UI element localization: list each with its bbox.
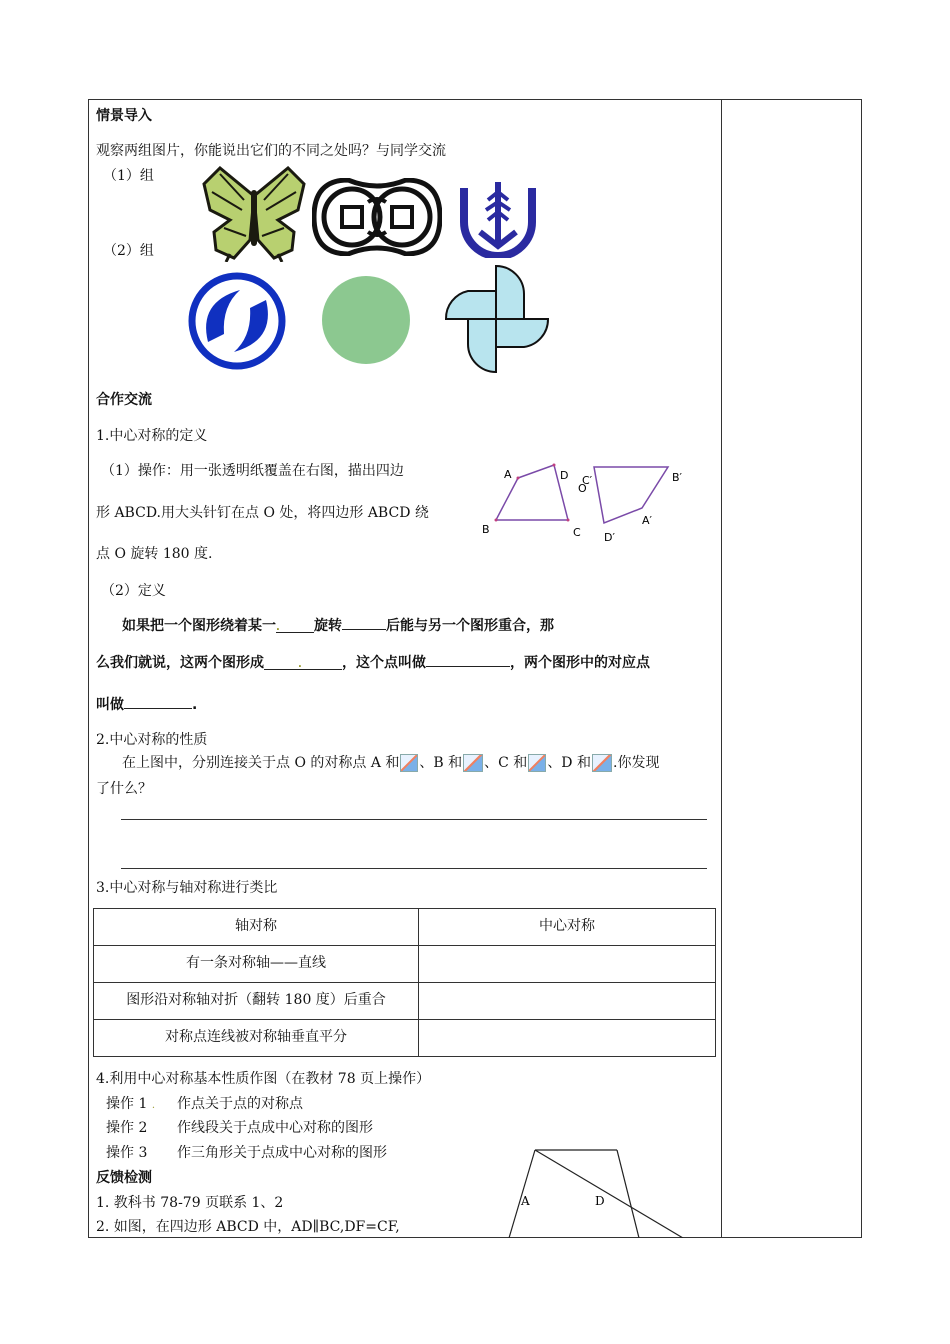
table-cell-answer[interactable] bbox=[419, 946, 716, 983]
label-D-prime: D′ bbox=[604, 531, 615, 544]
quadrilateral-figure bbox=[476, 458, 686, 548]
prop-text-c: 、C 和 bbox=[484, 755, 528, 771]
prop-text-a: 在上图中，分别连接关于点 O 的对称点 A 和 bbox=[122, 755, 400, 771]
intro-prompt: 观察两组图片，你能说出它们的不同之处吗？与同学交流 bbox=[96, 143, 446, 159]
table-header-cell: 中心对称 bbox=[419, 909, 716, 946]
table-cell: 图形沿对称轴对折（翻转 180 度）后重合 bbox=[94, 983, 419, 1020]
label-B: B bbox=[482, 523, 490, 536]
comparison-table bbox=[93, 908, 716, 1057]
operation1-label: 操作 1 . bbox=[106, 1096, 155, 1112]
section2-title: 2.中心对称的性质 bbox=[96, 732, 208, 748]
prop-text-e: .你发现 bbox=[613, 755, 660, 771]
image-placeholder-icon bbox=[463, 754, 483, 772]
image-placeholder-icon bbox=[592, 754, 612, 772]
image-placeholder-icon bbox=[528, 754, 546, 772]
table-cell-answer[interactable] bbox=[419, 1020, 716, 1057]
def-text-c: 后能与另一个图形重合，那 bbox=[386, 618, 554, 634]
butterfly-image bbox=[200, 166, 308, 262]
answer-line-1[interactable] bbox=[121, 819, 707, 820]
property-line2: 了什么？ bbox=[96, 781, 152, 797]
def-text-b: 旋转 bbox=[314, 618, 342, 634]
section4-title: 4.利用中心对称基本性质作图（在教材 78 页上操作） bbox=[96, 1071, 431, 1087]
image-placeholder-icon bbox=[400, 754, 418, 772]
section1-title: 1.中心对称的定义 bbox=[96, 428, 208, 444]
pinwheel-image bbox=[444, 264, 550, 374]
definition-line3 bbox=[96, 694, 197, 714]
table-cell: 对称点连线被对称轴垂直平分 bbox=[94, 1020, 419, 1057]
label-C: C bbox=[573, 526, 581, 539]
table-row bbox=[94, 946, 716, 983]
def-text-end: . bbox=[192, 697, 198, 713]
definition-label: （2）定义 bbox=[101, 583, 166, 599]
blank-corresponding-points[interactable] bbox=[124, 694, 192, 709]
op1-label-text: 操作 1 bbox=[106, 1096, 148, 1112]
trap-label-D: D bbox=[595, 1194, 605, 1208]
operation2-text: 作线段关于点成中心对称的图形 bbox=[177, 1120, 373, 1136]
answer-line-2[interactable] bbox=[121, 868, 707, 869]
definition-line1 bbox=[122, 615, 554, 635]
feedback-item1: 1. 教科书 78-79 页联系 1、2 bbox=[96, 1195, 284, 1211]
operation3-label: 操作 3 bbox=[106, 1145, 148, 1161]
green-logo bbox=[320, 274, 412, 366]
group2-label: （2）组 bbox=[103, 243, 154, 259]
table-row bbox=[94, 983, 716, 1020]
coop-heading: 合作交流 bbox=[96, 392, 152, 408]
label-A: A bbox=[504, 468, 512, 481]
operation-line2: 形 ABCD.用大头针钉在点 O 处，将四边形 ABCD 绕 bbox=[96, 505, 429, 521]
blank-angle[interactable] bbox=[342, 615, 386, 630]
feedback-item2: 2. 如图，在四边形 ABCD 中，AD∥BC,DF=CF, bbox=[96, 1219, 400, 1235]
operation3-text: 作三角形关于点成中心对称的图形 bbox=[177, 1145, 387, 1161]
def-text-d: 么我们就说，这两个图形成 bbox=[96, 655, 264, 671]
intro-heading: 情景导入 bbox=[96, 108, 152, 124]
table-cell: 有一条对称轴——直线 bbox=[94, 946, 419, 983]
trapezoid-figure bbox=[505, 1148, 690, 1238]
table-cell-answer[interactable] bbox=[419, 983, 716, 1020]
label-C-prime: C′ bbox=[582, 474, 593, 487]
operation2-label: 操作 2 bbox=[106, 1120, 148, 1136]
group1-label: （1）组 bbox=[103, 168, 154, 184]
label-B-prime: B′ bbox=[672, 471, 683, 484]
wheat-emblem-image bbox=[458, 178, 538, 258]
operation-line1: （1）操作：用一张透明纸覆盖在右图，描出四边 bbox=[101, 463, 404, 479]
blue-swirl-logo bbox=[188, 272, 286, 370]
coin-pattern-image bbox=[312, 178, 442, 256]
table-header-row bbox=[94, 909, 716, 946]
property-line1 bbox=[122, 752, 659, 772]
table-row bbox=[94, 1020, 716, 1057]
table-column-divider bbox=[721, 99, 722, 1238]
prop-text-d: 、D 和 bbox=[547, 755, 591, 771]
label-O: O bbox=[578, 482, 587, 495]
trap-label-A: A bbox=[521, 1194, 530, 1208]
label-D: D bbox=[560, 469, 569, 482]
table-header-cell: 轴对称 bbox=[94, 909, 419, 946]
definition-line2 bbox=[96, 652, 650, 672]
def-text-e: ，这个点叫做 bbox=[342, 655, 426, 671]
blank-symmetry-type[interactable]: . bbox=[264, 655, 342, 670]
def-text-f: ，两个图形中的对应点 bbox=[510, 655, 650, 671]
operation1-text: 作点关于点的对称点 bbox=[177, 1096, 303, 1112]
prop-text-b: 、B 和 bbox=[419, 755, 463, 771]
feedback-heading: 反馈检测 bbox=[96, 1170, 152, 1186]
blank-point-name[interactable] bbox=[426, 652, 510, 667]
label-A-prime: A′ bbox=[642, 514, 653, 527]
def-text-g: 叫做 bbox=[96, 697, 124, 713]
operation-line3: 点 O 旋转 180 度. bbox=[96, 546, 213, 562]
blank-center-point[interactable]: . bbox=[276, 618, 314, 633]
section3-title: 3.中心对称与轴对称进行类比 bbox=[96, 880, 278, 896]
def-text-a: 如果把一个图形绕着某一 bbox=[122, 618, 276, 634]
